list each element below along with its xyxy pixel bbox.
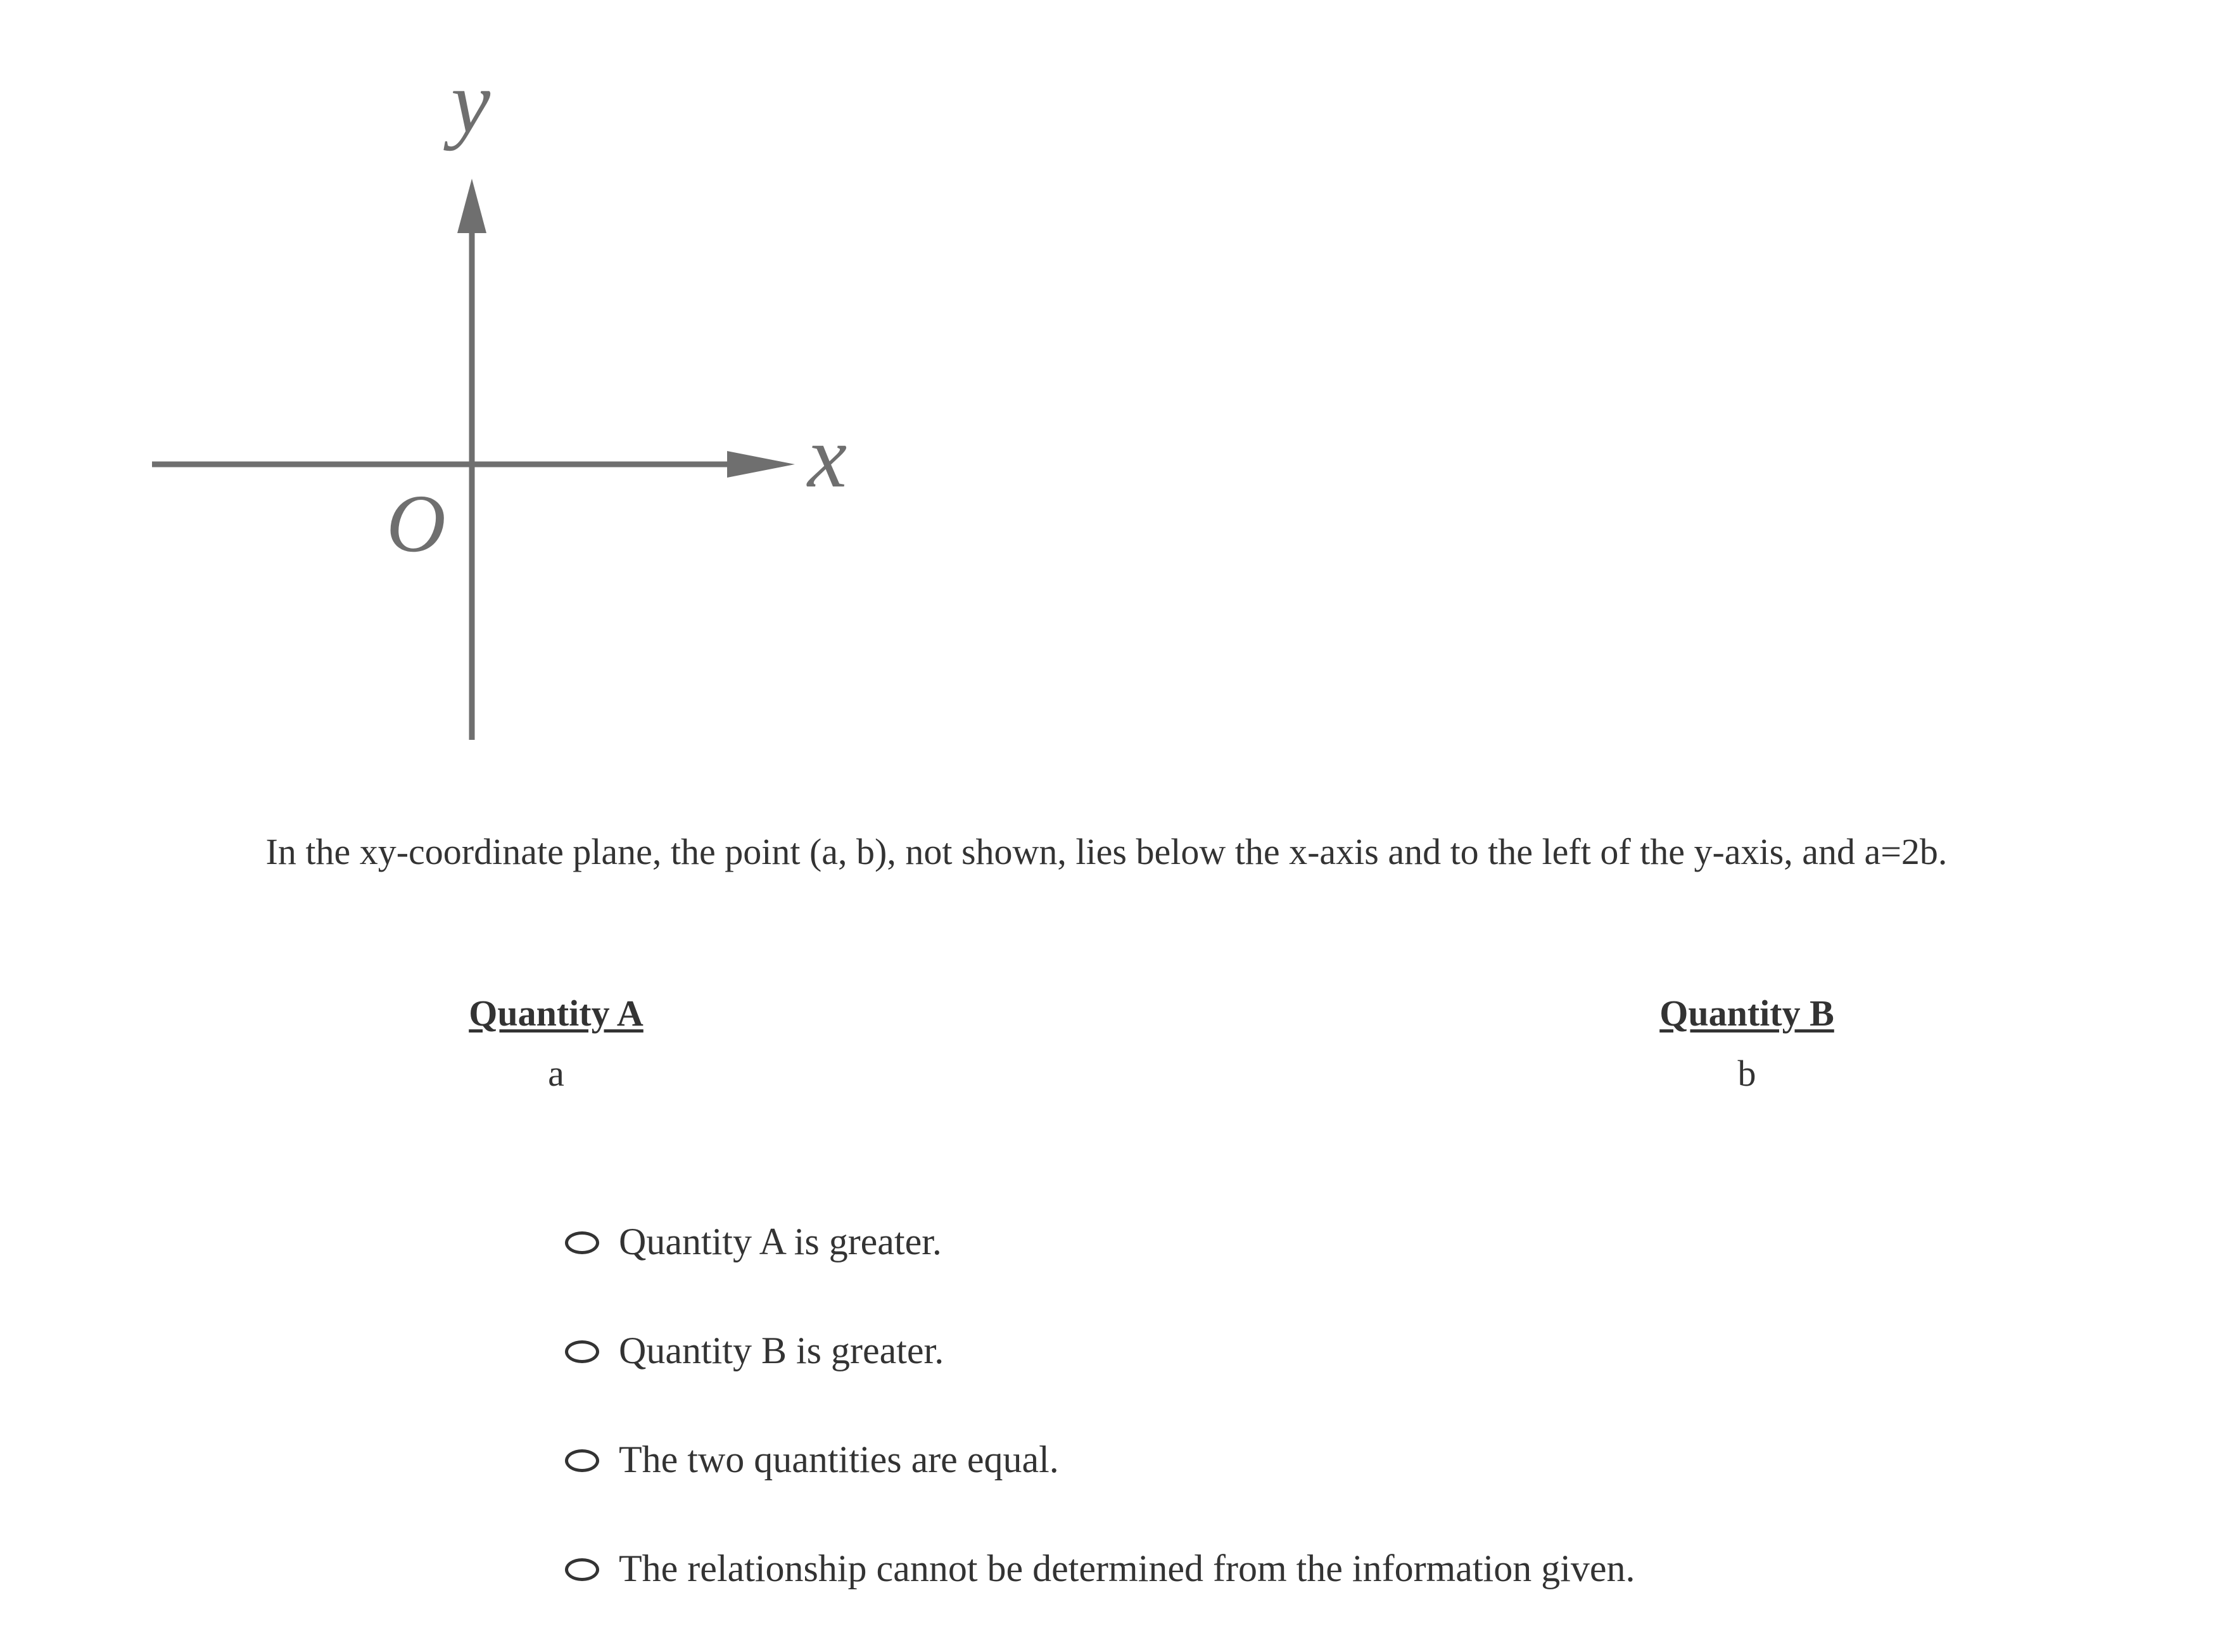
x-axis-label: x xyxy=(808,408,847,506)
quantity-b-column xyxy=(1557,988,1937,1099)
question-stem: In the xy-coordinate plane, the point (a, b), not shown, lies below the x-axis and to the left of the y-axis, and a=2b. xyxy=(265,831,1948,872)
answer-choice-label[interactable]: The two quantities are equal. xyxy=(619,1439,1059,1480)
origin-label: O xyxy=(386,478,446,569)
y-axis-label: y xyxy=(451,53,491,151)
radio-button-icon[interactable] xyxy=(565,1558,599,1581)
quantity-b-value: b xyxy=(1737,1053,1756,1094)
quantity-a-column xyxy=(366,988,746,1099)
quantity-b-header: Quantity B xyxy=(1659,993,1834,1034)
quantity-a-value: a xyxy=(548,1053,564,1094)
answer-choice-label[interactable]: Quantity A is greater. xyxy=(619,1221,942,1262)
y-axis-arrowhead xyxy=(457,179,486,233)
coordinate-plane-figure xyxy=(0,0,950,760)
radio-button-icon[interactable] xyxy=(565,1231,599,1254)
radio-button-icon[interactable] xyxy=(565,1449,599,1472)
quantity-a-header: Quantity A xyxy=(469,993,644,1034)
answer-choice-label[interactable]: The relationship cannot be determined from the information given. xyxy=(619,1547,1635,1589)
x-axis-arrowhead xyxy=(727,451,795,478)
answer-choice-label[interactable]: Quantity B is greater. xyxy=(619,1330,944,1371)
radio-button-icon[interactable] xyxy=(565,1340,599,1363)
